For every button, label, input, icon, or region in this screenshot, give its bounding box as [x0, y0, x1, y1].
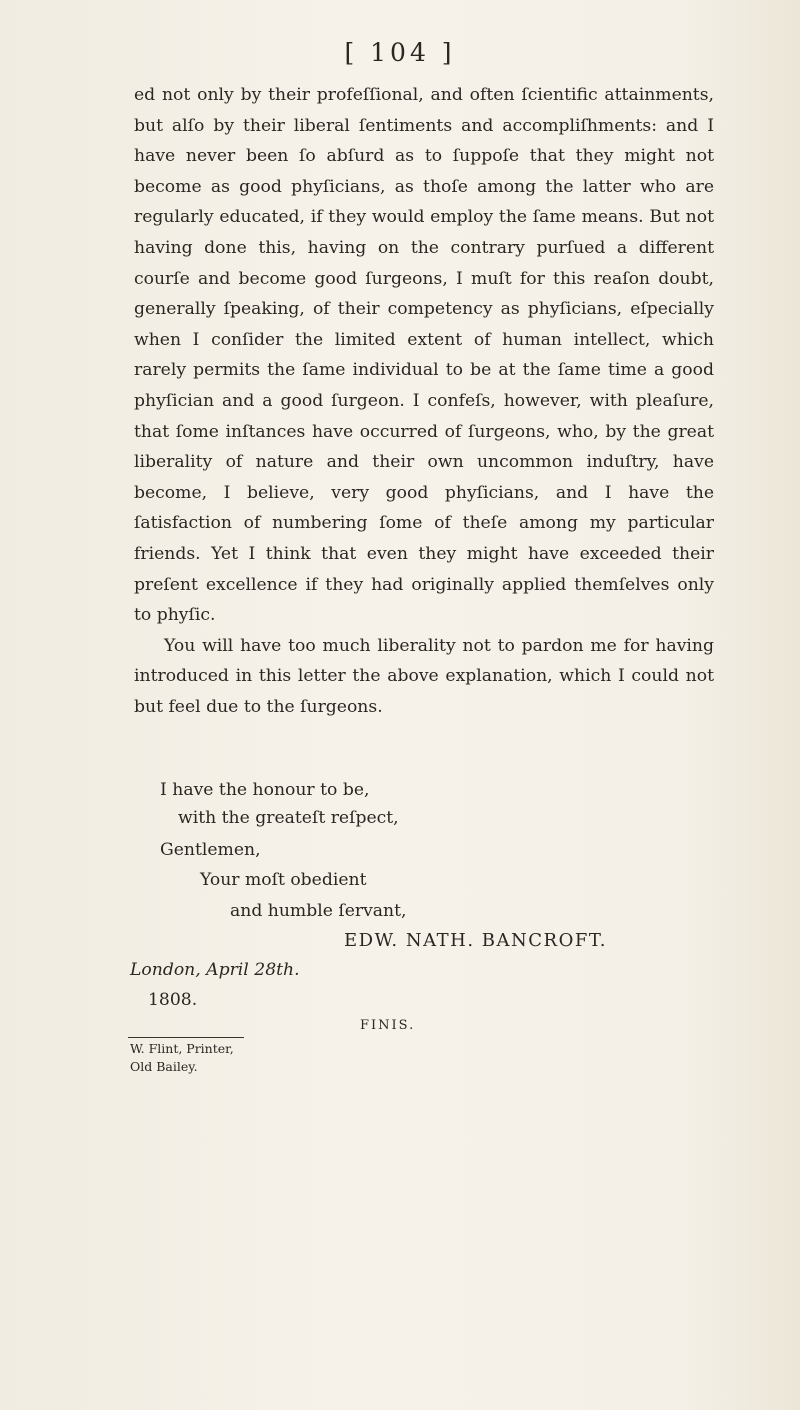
year: 1808. [148, 990, 198, 1010]
place-date: London, April 28th. [130, 960, 300, 980]
paragraph-1: ed not only by their profeſſional, and often ſcientific attainments, but alſo by their liberal ſentiments and accompliſhments: and I have never been ſo abſurd as to ſuppoſe that they might not become as good phyſicians, as thoſe among the latter who are regularly educated, if they would employ the ſame means. But not having done this, having on the contrary purſued a different courſe and become good ſurgeons, I muſt for this reaſon doubt, generally ſpeaking, of their competency as phyſicians, eſpecially when I conſider the limited extent of human intellect, which rarely permits the ſame individual to be at the ſame time a good phyſician and a good ſurgeon. I confeſs, however, with pleaſure, that ſome inſtances have occurred of ſurgeons, who, by the great liberality of nature and their own uncommon induſtry, have become, I believe, very good phyſicians, and I have the ſatisfaction of numbering ſome of theſe among my particular friends. Yet I think that even they might have exceeded their preſent excellence if they had originally applied themſelves only to phyſic. [134, 85, 714, 626]
closing-obedient: Your moſt obedient [200, 870, 367, 890]
letter-body [134, 80, 714, 722]
printer-address: Old Bailey. [130, 1059, 198, 1074]
printer-name: W. Flint, Printer, [130, 1041, 234, 1056]
printer-rule [128, 1037, 244, 1038]
closing-honour: I have the honour to be, [160, 780, 370, 800]
signature: EDW. NATH. BANCROFT. [344, 930, 607, 951]
closing-salutation: Gentlemen, [160, 840, 261, 860]
closing-servant: and humble ſervant, [230, 901, 407, 921]
paragraph-2: You will have too much liberality not to pardon me for having introduced in this letter the above explanation, which I could not but feel due to the ſurgeons. [134, 635, 714, 717]
closing-respect: with the greateſt reſpect, [178, 808, 399, 828]
finis: FINIS. [360, 1018, 416, 1033]
page-number: [ 104 ] [344, 38, 456, 67]
